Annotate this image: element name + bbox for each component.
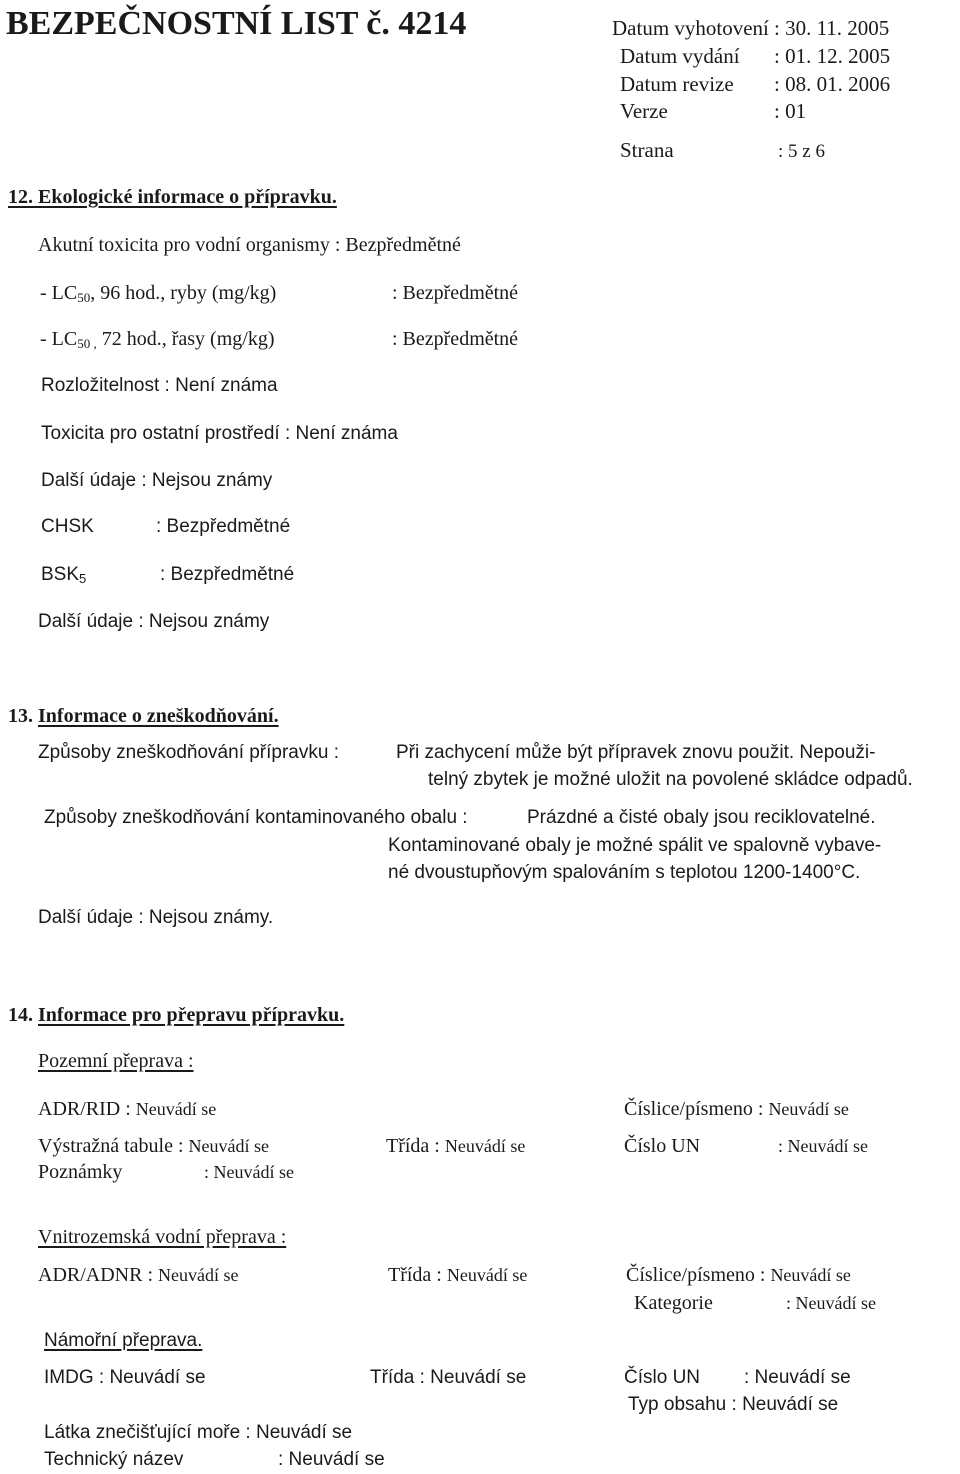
further-info-3: Další údaje : Nejsou známy.: [38, 907, 274, 928]
disposal-pack-line-3: né dvoustupňovým spalováním s teplotou 1200-1400°C.: [388, 862, 861, 883]
bsk-value: : Bezpředmětné: [160, 564, 295, 585]
document-title: BEZPEČNOSTNÍ LIST č. 4214: [6, 5, 467, 42]
inland-transport-title: Vnitrozemská vodní přeprava :: [38, 1226, 287, 1248]
imdg: IMDG : Neuvádí se: [44, 1367, 206, 1388]
degradability: Rozložitelnost : Není známa: [41, 375, 278, 396]
meta-value-page: : 5 z 6: [778, 141, 825, 162]
meta-label-issued: Datum vydání: [620, 44, 740, 68]
meta-label-version: Verze: [620, 99, 668, 123]
meta-value-revision: : 08. 01. 2006: [774, 72, 891, 96]
technical-name-value: : Neuvádí se: [278, 1449, 385, 1470]
chsk-value: : Bezpředmětné: [156, 516, 291, 537]
acute-toxicity: Akutní toxicita pro vodní organismy : Bezpředmětné: [38, 234, 461, 256]
marine-pollutant: Látka znečišťující moře : Neuvádí se: [44, 1422, 353, 1443]
disposal-prep-line-2: telný zbytek je možné uložit na povolené skládce odpadů.: [428, 769, 913, 790]
land-digit-letter: Číslice/písmeno : Neuvádí se: [624, 1098, 849, 1120]
notes-value: : Neuvádí se: [204, 1162, 294, 1182]
bsk-label: $BSK_5$: [41, 564, 87, 586]
technical-name-label: Technický název: [44, 1449, 184, 1470]
land-class: Třída : Neuvádí se: [386, 1135, 526, 1157]
inland-class: Třída : Neuvádí se: [388, 1264, 528, 1286]
meta-label-page: Strana: [620, 138, 674, 162]
land-un-value: : Neuvádí se: [778, 1136, 868, 1156]
disposal-prep-line-1: Při zachycení může být přípravek znovu použit. Nepouži-: [396, 742, 876, 763]
meta-value-created: : 30. 11. 2005: [774, 16, 890, 40]
further-info-2: Další údaje : Nejsou známy: [38, 611, 270, 632]
warning-plate: Výstražná tabule : Neuvádí se: [38, 1135, 269, 1157]
category-label: Kategorie: [634, 1292, 713, 1314]
sea-class: Třída : Neuvádí se: [370, 1367, 527, 1388]
adr-rid: ADR/RID : Neuvádí se: [38, 1098, 217, 1120]
meta-label-revision: Datum revize: [620, 72, 734, 96]
further-info-1: Další údaje : Nejsou známy: [41, 470, 273, 491]
sea-transport-title: Námořní přeprava.: [44, 1330, 203, 1351]
toxicity-other: Toxicita pro ostatní prostředí : Není známa: [41, 423, 398, 444]
sea-un-value: : Neuvádí se: [744, 1367, 851, 1388]
inland-digit-letter: Číslice/písmeno : Neuvádí se: [626, 1264, 851, 1286]
disposal-pack-label: Způsoby zneškodňování kontaminovaného obalu :: [44, 807, 468, 828]
section-13-heading: 13. Informace o zneškodňování.: [8, 705, 279, 727]
section-12-heading: 12. Ekologické informace o přípravku.: [8, 186, 337, 208]
meta-label-created: Datum vyhotovení: [612, 16, 769, 40]
sea-un-label: Číslo UN: [624, 1367, 701, 1388]
section-14-heading: 14. Informace pro přepravu přípravku.: [8, 1004, 345, 1026]
content-type: Typ obsahu : Neuvádí se: [628, 1394, 839, 1415]
chsk-label: CHSK: [41, 516, 94, 537]
category-value: : Neuvádí se: [786, 1293, 876, 1313]
meta-value-issued: : 01. 12. 2005: [774, 44, 891, 68]
notes-label: Poznámky: [38, 1161, 123, 1183]
disposal-pack-line-2: Kontaminované obaly je možné spálit ve spalovně vybave-: [388, 835, 882, 856]
disposal-pack-line-1: Prázdné a čisté obaly jsou reciklovatelné.: [527, 807, 876, 828]
disposal-prep-label: Způsoby zneškodňování přípravku :: [38, 742, 340, 763]
land-transport-title: Pozemní přeprava :: [38, 1050, 194, 1072]
land-un-label: Číslo UN: [624, 1135, 701, 1157]
lc50-fish-value: : Bezpředmětné: [392, 282, 519, 304]
meta-value-version: : 01: [774, 99, 807, 123]
adr-adnr: ADR/ADNR : Neuvádí se: [38, 1264, 239, 1286]
lc50-algae: - $LC_{50 ,}$ 72 hod., řasy (mg/kg): [40, 328, 275, 351]
lc50-algae-value: : Bezpředmětné: [392, 328, 519, 350]
lc50-fish: - $LC_{50}$, 96 hod., ryby (mg/kg): [40, 282, 277, 305]
